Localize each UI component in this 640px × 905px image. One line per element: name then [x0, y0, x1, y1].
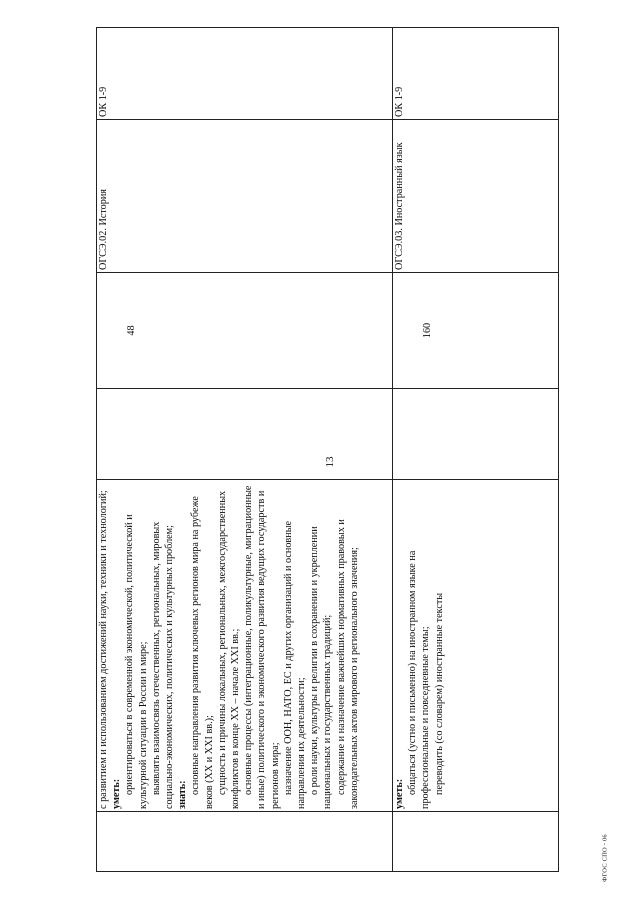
discipline-name: ОГСЭ.02. История — [98, 189, 109, 270]
hours-cell — [97, 273, 393, 389]
list-item: назначение ООН, НАТО, ЕС и других организаций и основные направления их деятельности; — [282, 520, 308, 809]
list-item: общаться (устно и письменно) на иностранном языке на профессиональные и повседневные темы; — [407, 550, 432, 809]
list-item: основные направления развития ключевых регионов мира на рубеже веков (XX и XXI вв.); — [190, 496, 215, 809]
hours-cell — [393, 273, 559, 389]
list-item: ориентироваться в современной экономической, политической и культурной ситуации в России и мире; — [124, 514, 149, 809]
footer-text: ФГОС СПО - 06 — [601, 834, 609, 882]
competencies-cell — [393, 28, 559, 120]
hours-value: 160 — [422, 322, 433, 339]
competencies-value: ОК 1-9 — [394, 86, 405, 117]
list-item: сущность и причины локальных, региональных, межгосударственных конфликтов в конце XX – начале XXI вв.; — [216, 490, 242, 809]
competencies-cell — [97, 28, 393, 120]
curriculum-table-rotated — [96, 42, 556, 872]
umet-label: уметь: — [111, 778, 123, 809]
table-row — [97, 28, 393, 872]
curriculum-table — [96, 27, 559, 872]
requirements-cell — [97, 480, 393, 812]
code-cell — [393, 812, 559, 872]
table-row — [393, 28, 559, 872]
hours-value: 48 — [126, 325, 137, 336]
requirements-cell — [393, 480, 559, 812]
discipline-name: ОГСЭ.03. Иностранный язык — [394, 142, 405, 270]
list-item: переводить (со словарем) иностранные тексты — [433, 592, 445, 795]
competencies-value: ОК 1-9 — [98, 86, 109, 117]
max-hours-cell — [97, 389, 393, 480]
discipline-cell — [393, 120, 559, 273]
list-item: содержание и назначение важнейших нормативных правовых и законодательных актов мирового и регионального значения; — [335, 519, 360, 809]
list-item: выявлять взаимосвязь отечественных, региональных, мировых социально-экономических, политических и культурных проблем; — [150, 521, 176, 809]
znat-label: знать: — [177, 780, 189, 809]
list-item: о роли науки, культуры и религии в сохранении и укреплении национальных и государственных традиций; — [309, 526, 334, 809]
discipline-cell — [97, 120, 393, 273]
continuation-text: с развитием и использованием достижений науки, техники и технологий; — [98, 490, 109, 809]
umet-label: уметь: — [394, 778, 405, 809]
max-hours-cell — [393, 389, 559, 480]
code-cell — [97, 812, 393, 872]
page-number: 13 — [324, 456, 336, 468]
list-item: основные процессы (интеграционные, поликультурные, миграционные и иные) политического и экономического развития ведущих государств и регионов мира; — [243, 485, 281, 809]
